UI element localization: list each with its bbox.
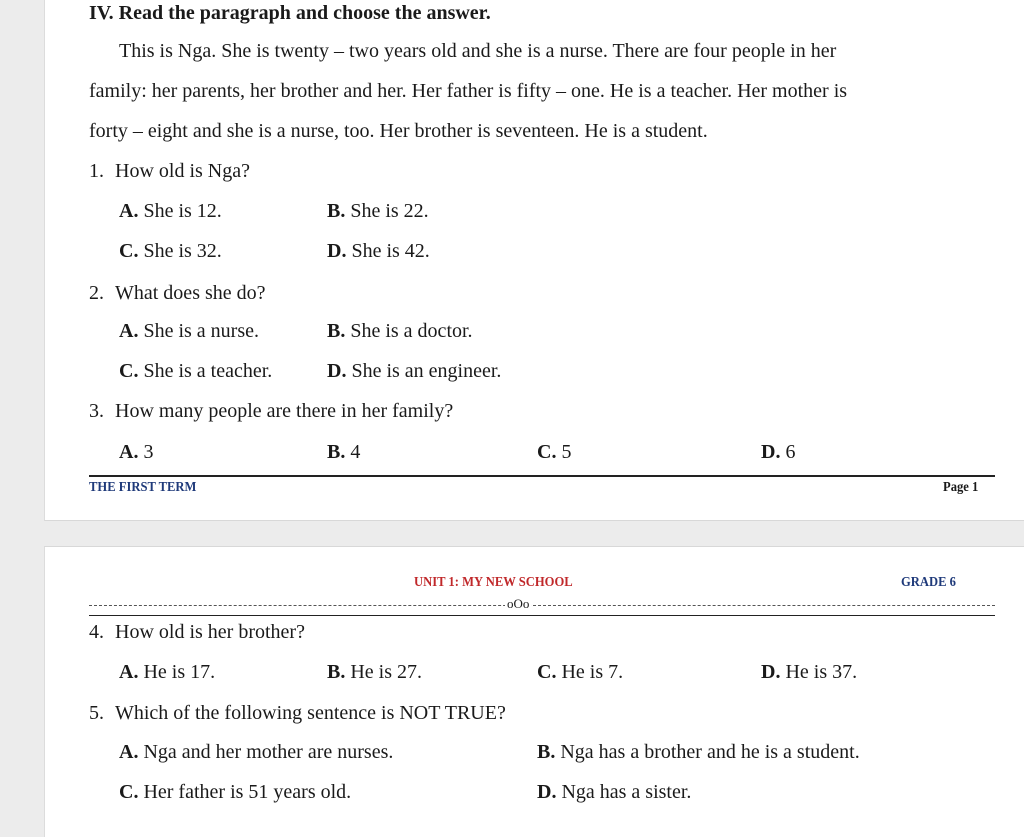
question-number: 5. [89, 702, 104, 724]
q3-option-c[interactable]: C. 5 [537, 441, 572, 463]
q5-option-c[interactable]: C. Her father is 51 years old. [119, 781, 352, 803]
q3-option-a[interactable]: A. 3 [119, 441, 154, 463]
q1-option-b[interactable]: B. She is 22. [327, 200, 429, 222]
question-text: How old is Nga? [115, 160, 250, 182]
q1-option-c[interactable]: C. She is 32. [119, 240, 222, 262]
q2-option-b[interactable]: B. She is a doctor. [327, 320, 473, 342]
paragraph-line-1: This is Nga. She is twenty – two years old and she is a nurse. There are four people in her [119, 40, 837, 62]
question-number: 1. [89, 160, 104, 182]
question-3 [89, 400, 453, 423]
footer-rule [89, 475, 995, 477]
question-text: How old is her brother? [115, 621, 305, 643]
section-title: IV. Read the paragraph and choose the answer. [89, 2, 491, 24]
header-unit-title: UNIT 1: MY NEW SCHOOL [414, 575, 573, 590]
question-text: How many people are there in her family? [115, 400, 454, 422]
question-text: Which of the following sentence is NOT TRUE? [115, 702, 506, 724]
question-1 [89, 160, 250, 183]
q3-option-d[interactable]: D. 6 [761, 441, 796, 463]
header-separator: oOo [507, 596, 530, 611]
page-one [44, 0, 1024, 521]
question-5 [89, 702, 506, 725]
question-number: 4. [89, 621, 104, 643]
q5-option-d[interactable]: D. Nga has a sister. [537, 781, 692, 803]
q4-option-b[interactable]: B. He is 27. [327, 661, 423, 683]
question-4 [89, 621, 305, 644]
paragraph-line-2: family: her parents, her brother and her. Her father is fifty – one. He is a teacher. Her mother is [89, 80, 848, 102]
question-number: 2. [89, 282, 104, 304]
q2-option-a[interactable]: A. She is a nurse. [119, 320, 259, 342]
q5-option-b[interactable]: B. Nga has a brother and he is a student. [537, 741, 860, 763]
question-number: 3. [89, 400, 104, 422]
q4-option-c[interactable]: C. He is 7. [537, 661, 624, 683]
q3-option-b[interactable]: B. 4 [327, 441, 361, 463]
paragraph-line-3: forty – eight and she is a nurse, too. Her brother is seventeen. He is a student. [89, 120, 708, 142]
q5-option-a[interactable]: A. Nga and her mother are nurses. [119, 741, 394, 763]
q4-option-a[interactable]: A. He is 17. [119, 661, 216, 683]
q2-option-d[interactable]: D. She is an engineer. [327, 360, 502, 382]
q2-option-c[interactable]: C. She is a teacher. [119, 360, 273, 382]
header-rule [89, 615, 995, 616]
footer-term: THE FIRST TERM [89, 480, 197, 495]
header-grade: GRADE 6 [901, 575, 956, 590]
question-2 [89, 282, 266, 305]
q4-option-d[interactable]: D. He is 37. [761, 661, 858, 683]
q1-option-a[interactable]: A. She is 12. [119, 200, 222, 222]
footer-page-number: Page 1 [943, 480, 979, 495]
q1-option-d[interactable]: D. She is 42. [327, 240, 430, 262]
question-text: What does she do? [115, 282, 266, 304]
header-dashed-rule [89, 605, 995, 606]
page-two [44, 546, 1024, 837]
